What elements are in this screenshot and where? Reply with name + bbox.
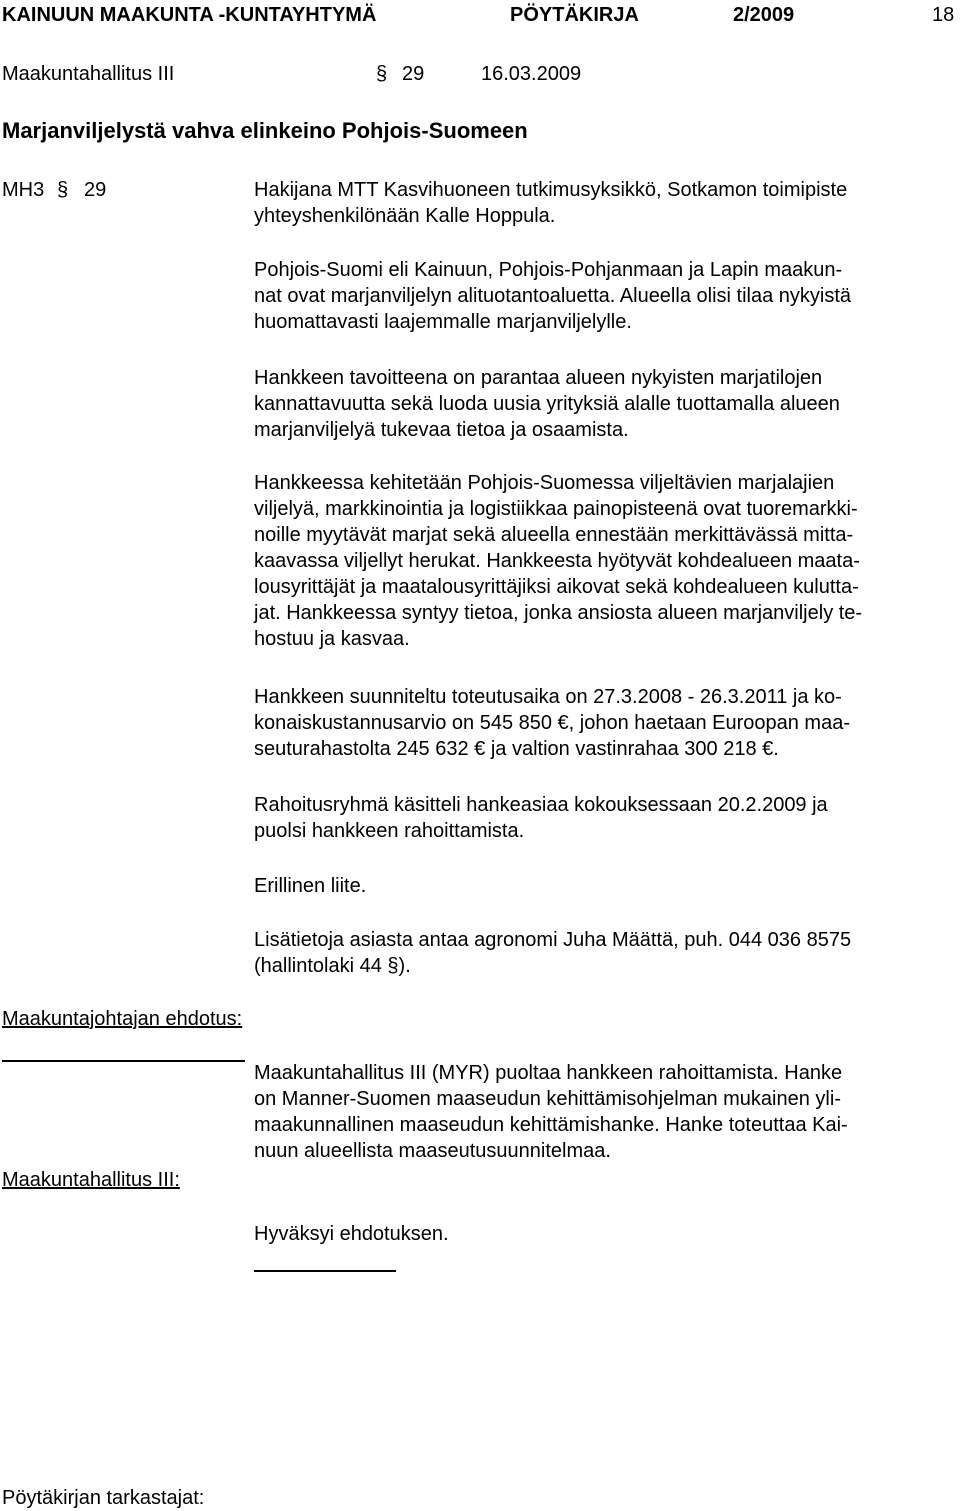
item-title: Marjanviljelystä vahva elinkeino Pohjois-Suomeen: [2, 118, 528, 143]
section-number: 29: [402, 63, 425, 85]
paragraph-contact: Lisätietoja asiasta antaa agronomi Juha Määttä, puh. 044 036 8575 (hallintolaki 44 §).: [254, 929, 852, 977]
document-type: PÖYTÄKIRJA: [510, 4, 639, 26]
document-number: 2/2009: [733, 4, 795, 26]
paragraph-schedule-budget: Hankkeen suunniteltu toteutusaika on 27.3.2008 - 26.3.2011 ja ko- konaiskustannusarvio on 545 850 €, johon haetaan Euroopan maa- seuturahastolta 245 632 € ja valtion vastinrahaa 300 218 €.: [254, 686, 850, 760]
reference-section-number: 29: [84, 179, 107, 201]
organization-name: KAINUUN MAAKUNTA -KUNTAYHTYMÄ: [2, 4, 377, 26]
proposal-divider: [2, 1060, 245, 1062]
paragraph-funding-group: Rahoitusryhmä käsitteli hankeasiaa kokouksessaan 20.2.2009 ja puolsi hankkeen rahoittamista.: [254, 794, 828, 842]
meeting-date: 16.03.2009: [481, 63, 582, 85]
body-name: Maakuntahallitus III: [2, 63, 175, 85]
decision-text: Hyväksyi ehdotuksen.: [254, 1223, 449, 1245]
proposal-text: Maakuntahallitus III (MYR) puoltaa hankkeen rahoittamista. Hanke on Manner-Suomen maaseudun kehittämisohjelman mukainen yli- maakunnallinen maaseudun kehittämishanke. Hanke toteuttaa Kai- nuun alueellista maaseutusuunnitelmaa.: [254, 1062, 848, 1162]
paragraph-attachment: Erillinen liite.: [254, 875, 367, 897]
decision-divider: [254, 1270, 396, 1272]
section-sign: §: [376, 63, 388, 85]
paragraph-background: Pohjois-Suomi eli Kainuun, Pohjois-Pohjanmaan ja Lapin maakun- nat ovat marjanviljelyn alituotantoaluetta. Alueella olisi tilaa nykyistä huomattavasti laajemmalle marjanviljelylle.: [254, 259, 852, 333]
paragraph-applicant: Hakijana MTT Kasvihuoneen tutkimusyksikkö, Sotkamon toimipiste yhteyshenkilönään Kalle Hoppula.: [254, 179, 848, 227]
minutes-checkers-label: Pöytäkirjan tarkastajat:: [2, 1487, 205, 1509]
reference-section-sign: §: [57, 179, 69, 201]
decision-label: Maakuntahallitus III:: [2, 1169, 180, 1191]
reference-code: MH3: [2, 179, 45, 201]
page-number: 18: [932, 4, 955, 26]
paragraph-content: Hankkeessa kehitetään Pohjois-Suomessa viljeltävien marjalajien viljelyä, markkinointia ja logistiikkaa painopisteenä ovat tuoremarkki- noille myytävät marjat sekä alueella ennestään merkittävässä mitta- kaavassa viljellyt herukat. Hankkeesta hyötyvät kohdealueen maata- lousyrittäjät ja maatalousyrittäjiksi aikovat sekä kohdealueen kulutta- jat. Hankkeessa syntyy tietoa, jonka ansiosta alueen marjanviljely te- hostuu ja kasvaa.: [254, 472, 863, 650]
paragraph-goal: Hankkeen tavoitteena on parantaa alueen nykyisten marjatilojen kannattavuutta sekä luoda uusia yrityksiä alalle tuottamalla alueen marjanviljelyä tukevaa tietoa ja osaamista.: [254, 367, 840, 441]
proposal-label: Maakuntajohtajan ehdotus:: [2, 1008, 243, 1030]
